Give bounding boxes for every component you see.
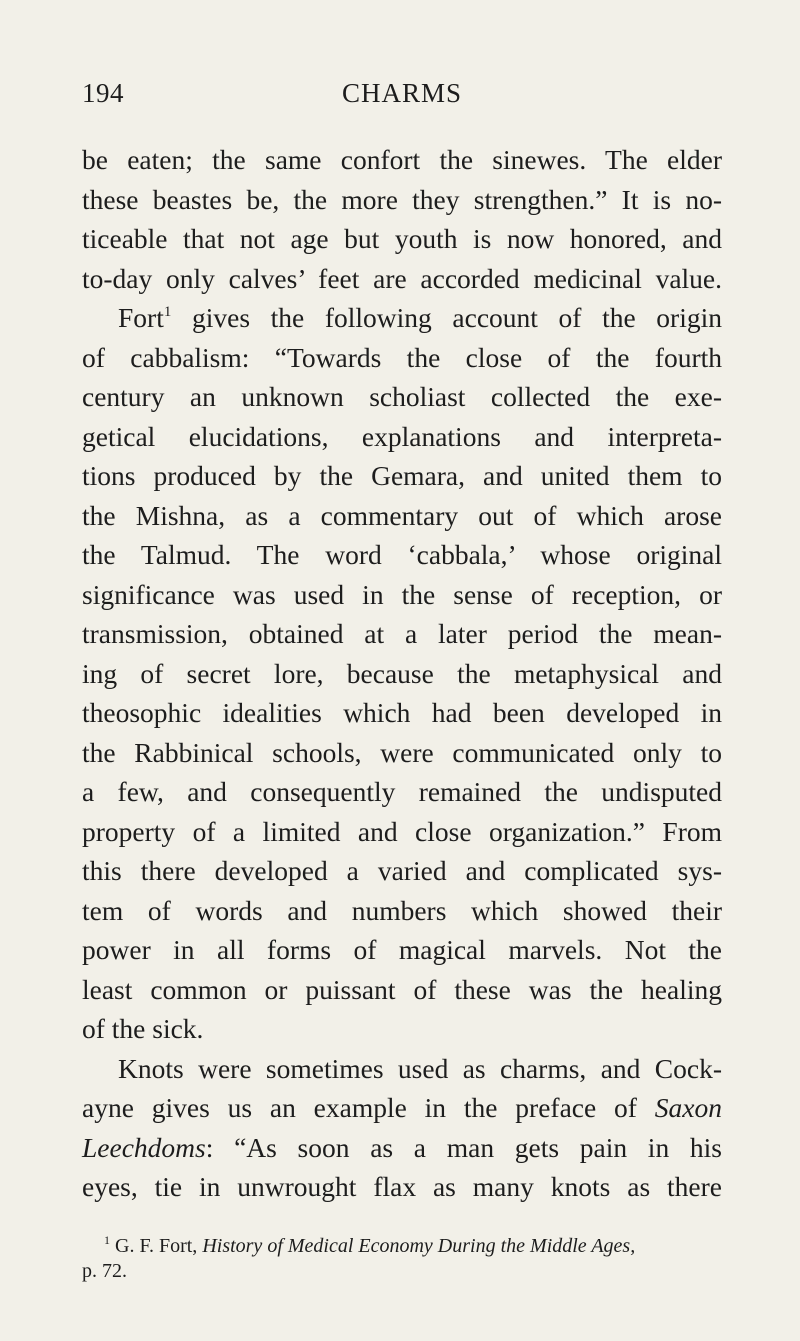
text-line: of the sick. bbox=[82, 1013, 204, 1044]
footnote-page: p. 72. bbox=[82, 1260, 127, 1282]
text-line: the Mishna, as a commentary out of which arose bbox=[82, 499, 722, 531]
footnote-author: G. F. Fort, bbox=[115, 1235, 198, 1257]
text-line: tem of words and numbers which showed their bbox=[82, 894, 722, 926]
text-line-saxon bbox=[82, 1088, 722, 1128]
text-line: significance was used in the sense of reception, or bbox=[82, 578, 722, 610]
fort-word: Fort bbox=[118, 302, 164, 333]
text-line: to-day only calves’ feet are accorded medicinal value. bbox=[82, 262, 722, 294]
text-line: a few, and consequently remained the undisputed bbox=[82, 776, 722, 807]
text-fragment: “As soon as a man gets pain in his bbox=[234, 1131, 722, 1163]
text-fragment: ayne gives us an example in the preface of bbox=[82, 1092, 637, 1123]
book-title-saxon: Saxon bbox=[654, 1092, 722, 1123]
text-line: ticeable that not age but youth is now honored, and bbox=[82, 223, 722, 254]
book-title-leechdoms: Leechdoms bbox=[82, 1131, 206, 1163]
page-number: 194 bbox=[82, 78, 124, 108]
colon: : bbox=[205, 1131, 214, 1163]
text-line: of cabbalism: “Towards the close of the fourth bbox=[82, 341, 722, 373]
text-line: power in all forms of magical marvels. Not the bbox=[82, 934, 722, 965]
text-line: theosophic idealities which had been developed in bbox=[82, 697, 722, 728]
footnote bbox=[82, 1234, 722, 1284]
text-line: the Rabbinical schools, were communicated only to bbox=[82, 736, 722, 768]
footnote-reference: 1 bbox=[163, 304, 172, 320]
text-fragment: gives the following account of the origin bbox=[191, 302, 722, 333]
footnote-marker: 1 bbox=[104, 1233, 110, 1247]
text-line: transmission, obtained at a later period the mean- bbox=[82, 618, 722, 649]
footnote-title: History of Medical Economy During the Middle Ages, bbox=[202, 1235, 636, 1257]
running-title: CHARMS bbox=[341, 78, 463, 108]
text-line: eyes, tie in unwrought flax as many knots as there bbox=[82, 1171, 722, 1202]
text-line: least common or puissant of these was the healing bbox=[82, 973, 722, 1005]
body-text bbox=[82, 140, 722, 1207]
text-line-fort bbox=[82, 298, 722, 338]
text-line: Knots were sometimes used as charms, and Cock- bbox=[118, 1052, 722, 1084]
running-head bbox=[82, 78, 722, 118]
text-line: this there developed a varied and complicated sys- bbox=[82, 855, 722, 886]
text-line-leechdoms bbox=[82, 1128, 722, 1168]
text-line: be eaten; the same confort the sinewes. The elder bbox=[82, 144, 722, 175]
text-line: these beastes be, the more they strengthen.” It is no- bbox=[82, 183, 722, 215]
footnote-line bbox=[82, 1234, 722, 1259]
text-line: the Talmud. The word ‘cabbala,’ whose original bbox=[82, 539, 722, 570]
text-line: tions produced by the Gemara, and united them to bbox=[82, 460, 722, 491]
text-line: century an unknown scholiast collected the exe- bbox=[82, 381, 722, 412]
text-line: getical elucidations, explanations and interpreta- bbox=[82, 420, 722, 452]
text-line: property of a limited and close organization.” From bbox=[82, 815, 722, 847]
text-line: ing of secret lore, because the metaphysical and bbox=[82, 657, 722, 689]
